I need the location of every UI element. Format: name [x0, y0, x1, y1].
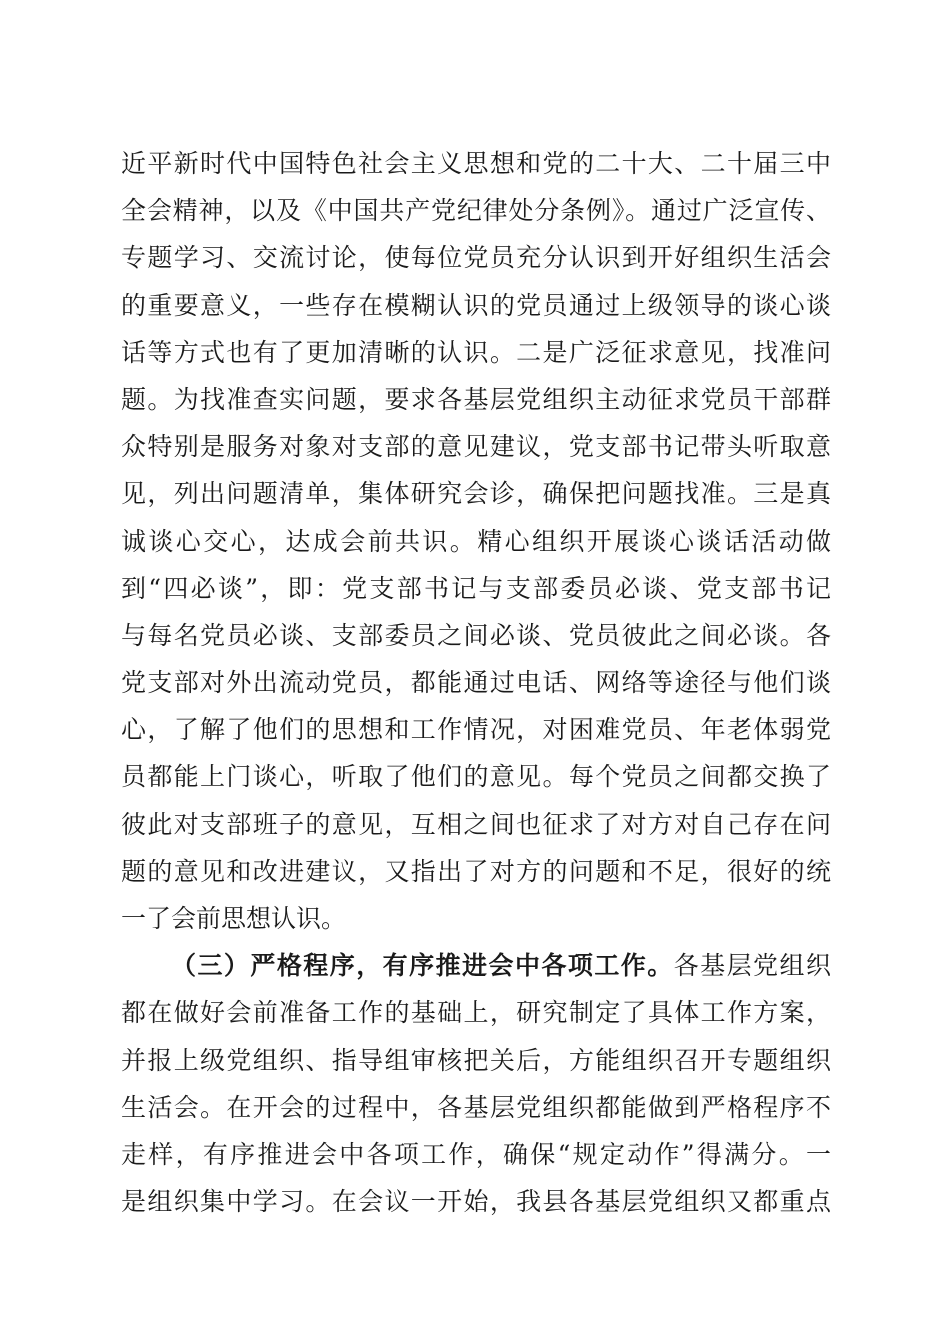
paragraph-line: 走样，有序推进会中各项工作，确保“规定动作”得满分。一: [121, 1139, 831, 1169]
paragraph-line: 近平新时代中国特色社会主义思想和党的二十大、二十届三中: [121, 149, 831, 178]
paragraph-line: 一了会前思想认识。: [121, 904, 347, 933]
paragraph-line: 都在做好会前准备工作的基础上，研究制定了具体工作方案，: [121, 998, 831, 1028]
paragraph-line: 诚谈心交心，达成会前共识。精心组织开展谈心谈话活动做: [121, 526, 831, 556]
paragraph-line: 党支部对外出流动党员，都能通过电话、网络等途径与他们谈: [121, 668, 831, 698]
paragraph-line: 员都能上门谈心，听取了他们的意见。每个党员之间都交换了: [121, 762, 831, 792]
paragraph-line: 心，了解了他们的思想和工作情况，对困难党员、年老体弱党: [121, 715, 831, 745]
paragraph-line: 众特别是服务对象对支部的意见建议，党支部书记带头听取意: [121, 432, 831, 462]
section-heading-line: [121, 942, 831, 989]
paragraph-line: 题的意见和改进建议，又指出了对方的问题和不足，很好的统: [121, 856, 831, 886]
paragraph-line: 是组织集中学习。在会议一开始，我县各基层党组织又都重点: [121, 1187, 831, 1217]
section-heading: （三）严格程序，有序推进会中各项工作。: [171, 951, 674, 981]
paragraph-line: 并报上级党组织、指导组审核把关后，方能组织召开专题组织: [121, 1045, 831, 1075]
paragraph-line: 话等方式也有了更加清晰的认识。二是广泛征求意见，找准问: [121, 337, 831, 367]
paragraph-line: 专题学习、交流讨论，使每位党员充分认识到开好组织生活会: [121, 243, 831, 273]
paragraph-line: 的重要意义，一些存在模糊认识的党员通过上级领导的谈心谈: [121, 290, 831, 320]
paragraph-line: 到“四必谈”，即：党支部书记与支部委员必谈、党支部书记: [121, 573, 831, 603]
paragraph-line: 生活会。在开会的过程中，各基层党组织都能做到严格程序不: [121, 1092, 831, 1122]
paragraph-line: 见，列出问题清单，集体研究会诊，确保把问题找准。三是真: [121, 479, 831, 509]
paragraph-line: 彼此对支部班子的意见，互相之间也征求了对方对自己存在问: [121, 809, 831, 839]
heading-line-rest: 各基层党组织: [673, 951, 831, 981]
document-body: [121, 140, 831, 1225]
paragraph-line: 题。为找准查实问题，要求各基层党组织主动征求党员干部群: [121, 384, 831, 414]
paragraph-line: 与每名党员必谈、支部委员之间必谈、党员彼此之间必谈。各: [121, 620, 831, 650]
paragraph-line: 全会精神，以及《中国共产党纪律处分条例》。通过广泛宣传、: [121, 196, 831, 226]
